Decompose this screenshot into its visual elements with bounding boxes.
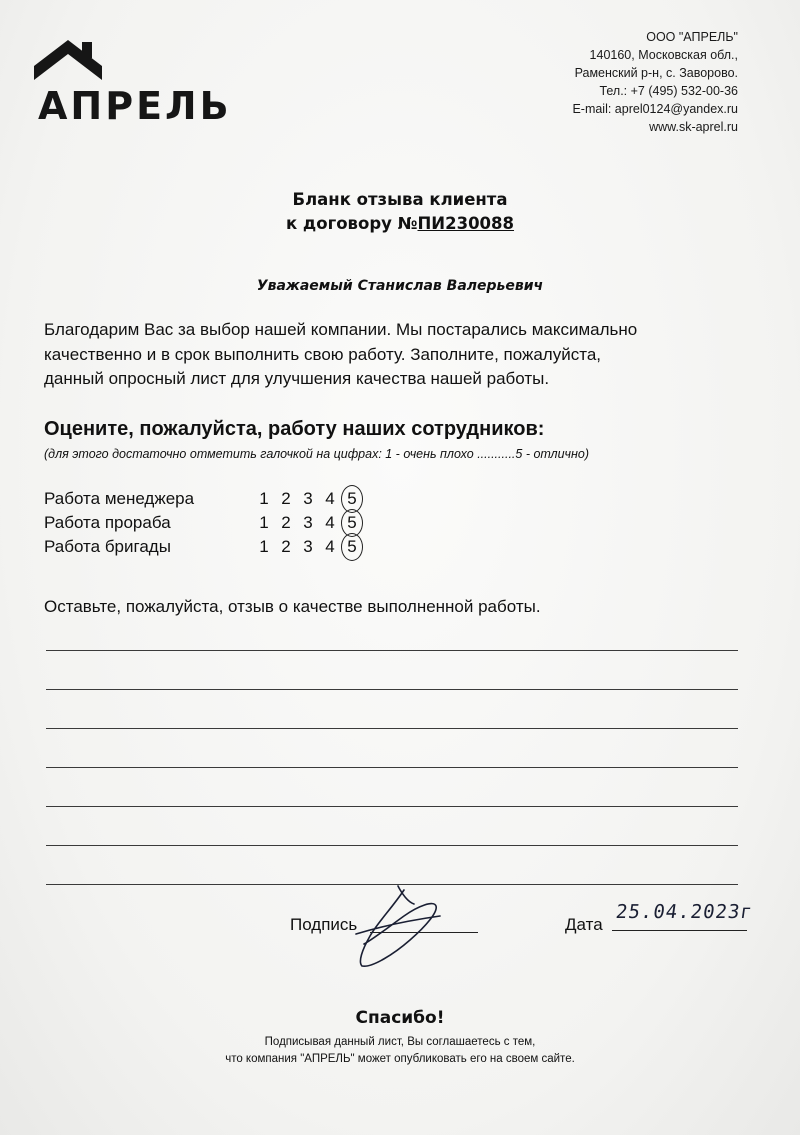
greeting: Уважаемый Станислав Валерьевич bbox=[256, 278, 544, 294]
consent-line1: Подписывая данный лист, Вы соглашаетесь с тем, bbox=[264, 1036, 536, 1048]
company-name: ООО "АПРЕЛЬ" bbox=[646, 30, 738, 44]
rating-option-1[interactable]: 1 bbox=[259, 513, 269, 532]
company-address-line2: Раменский р-н, с. Заворово. bbox=[574, 66, 738, 80]
rating-option-2[interactable]: 2 bbox=[281, 489, 291, 508]
company-contacts bbox=[572, 28, 738, 136]
rating-option-3[interactable]: 3 bbox=[303, 489, 313, 508]
title-line2-prefix: к договору № bbox=[285, 214, 418, 233]
rating-label: Работа бригады bbox=[44, 537, 171, 556]
selection-circle-mark bbox=[341, 533, 363, 561]
rating-option-5-selected[interactable]: 5 bbox=[344, 513, 360, 533]
rating-option-1[interactable]: 1 bbox=[259, 537, 269, 556]
rating-hint: (для этого достаточно отметить галочкой на цифрах: 1 - очень плохо ...........5 - отлично) bbox=[44, 447, 590, 461]
house-roof-icon bbox=[34, 38, 102, 80]
rating-option-4[interactable]: 4 bbox=[325, 513, 335, 532]
intro-line1: Благодарим Вас за выбор нашей компании. Мы постарались максимально bbox=[44, 320, 638, 339]
rating-option-3[interactable]: 3 bbox=[303, 513, 313, 532]
thanks-heading: Спасибо! bbox=[355, 1008, 445, 1028]
rating-option-4[interactable]: 4 bbox=[325, 537, 335, 556]
signature-label: Подпись bbox=[290, 915, 358, 934]
intro-line3: данный опросный лист для улучшения качества нашей работы. bbox=[44, 369, 550, 388]
company-address-line1: 140160, Московская обл., bbox=[589, 48, 738, 62]
review-line-5[interactable] bbox=[46, 806, 738, 807]
consent-line2: что компания "АПРЕЛЬ" может опубликовать его на своем сайте. bbox=[225, 1053, 575, 1065]
intro-paragraph bbox=[44, 318, 764, 392]
review-line-1[interactable] bbox=[46, 650, 738, 651]
company-website: www.sk-aprel.ru bbox=[649, 120, 738, 134]
review-line-2[interactable] bbox=[46, 689, 738, 690]
rating-label: Работа прораба bbox=[44, 513, 171, 532]
rating-option-2[interactable]: 2 bbox=[281, 537, 291, 556]
handwritten-date: 25.04.2023г bbox=[614, 901, 755, 923]
rating-option-5-selected[interactable]: 5 bbox=[344, 537, 360, 557]
rating-option-5-selected[interactable]: 5 bbox=[344, 489, 360, 509]
review-prompt: Оставьте, пожалуйста, отзыв о качестве выполненной работы. bbox=[44, 597, 541, 616]
rating-option-2[interactable]: 2 bbox=[281, 513, 291, 532]
rating-option-4[interactable]: 4 bbox=[325, 489, 335, 508]
review-line-6[interactable] bbox=[46, 845, 738, 846]
company-email: E-mail: aprel0124@yandex.ru bbox=[572, 102, 738, 116]
date-line[interactable] bbox=[612, 930, 747, 931]
company-logo-text: АПРЕЛЬ bbox=[38, 84, 232, 128]
rating-heading: Оцените, пожалуйста, работу наших сотрудников: bbox=[44, 418, 545, 440]
review-line-4[interactable] bbox=[46, 767, 738, 768]
handwritten-signature bbox=[342, 882, 452, 972]
document-title bbox=[0, 188, 800, 236]
title-line2 bbox=[0, 212, 800, 236]
rating-label: Работа менеджера bbox=[44, 489, 195, 508]
title-line1: Бланк отзыва клиента bbox=[292, 190, 508, 209]
rating-row-crew bbox=[44, 537, 404, 561]
rating-option-3[interactable]: 3 bbox=[303, 537, 313, 556]
intro-line2: качественно и в срок выполнить свою работу. Заполните, пожалуйста, bbox=[44, 344, 601, 364]
consent-note bbox=[0, 1034, 800, 1068]
company-phone: Тел.: +7 (495) 532-00-36 bbox=[599, 84, 738, 98]
contract-number: ПИ230088 bbox=[417, 214, 515, 233]
date-label: Дата bbox=[565, 915, 603, 934]
rating-option-1[interactable]: 1 bbox=[259, 489, 269, 508]
review-line-3[interactable] bbox=[46, 728, 738, 729]
